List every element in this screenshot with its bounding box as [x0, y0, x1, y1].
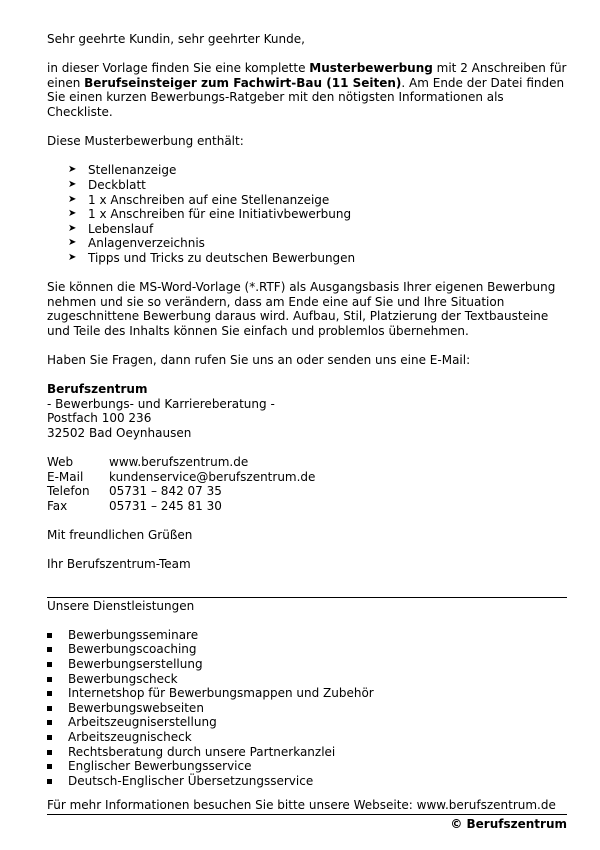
- company-tagline: - Bewerbungs- und Karriereberatung -: [47, 396, 275, 411]
- contents-list: [47, 163, 567, 265]
- list-item: [47, 222, 567, 237]
- square-bullet-icon: [47, 647, 52, 652]
- list-item-text: Bewerbungscoaching: [68, 642, 197, 657]
- list-item-text: Bewerbungsseminare: [68, 627, 199, 642]
- contact-row-web: [47, 455, 567, 470]
- contact-row-phone: [47, 484, 567, 499]
- list-item: [47, 745, 567, 760]
- list-item: [47, 672, 567, 687]
- copyright: © Berufszentrum: [450, 816, 567, 831]
- intro-text-3: . Am Ende der Datei finden Sie einen kurzen Bewerbungs-Ratgeber mit den nötigsten Informationen als Checkliste.: [47, 75, 565, 119]
- services-heading: Unsere Dienstleistungen: [47, 598, 195, 613]
- document-page: [47, 32, 567, 831]
- intro-paragraph: [47, 61, 567, 119]
- arrowhead-bullet-icon: ➤: [68, 178, 77, 190]
- list-item: [47, 193, 567, 208]
- web-link[interactable]: www.berufszentrum.de: [109, 455, 249, 470]
- signature: Ihr Berufszentrum-Team: [47, 557, 191, 572]
- intro-text-2: mit 2 Anschreiben für einen: [47, 61, 567, 90]
- arrowhead-bullet-icon: ➤: [68, 208, 77, 220]
- square-bullet-icon: [47, 720, 52, 725]
- contact-label: Telefon: [47, 484, 90, 499]
- square-bullet-icon: [47, 706, 52, 711]
- list-item: [47, 178, 567, 193]
- list-item: [47, 251, 567, 266]
- list-item: [47, 686, 567, 701]
- arrowhead-bullet-icon: ➤: [68, 251, 77, 263]
- square-bullet-icon: [47, 750, 52, 755]
- city: 32502 Bad Oeynhausen: [47, 426, 192, 441]
- square-bullet-icon: [47, 735, 52, 740]
- company-name-text: Berufszentrum: [47, 382, 148, 397]
- footer-info[interactable]: Für mehr Informationen besuchen Sie bitte unsere Webseite: www.berufszentrum.de: [47, 798, 567, 815]
- phone-value: 05731 – 842 07 35: [109, 484, 222, 499]
- list-item-text: Arbeitszeugniserstellung: [68, 715, 217, 730]
- fax-value: 05731 – 245 81 30: [109, 499, 222, 513]
- company-name: [47, 382, 567, 397]
- list-item-text: Lebenslauf: [88, 221, 154, 236]
- arrowhead-bullet-icon: ➤: [68, 164, 77, 176]
- email-link[interactable]: kundenservice@berufszentrum.de: [109, 469, 316, 484]
- square-bullet-icon: [47, 779, 52, 784]
- list-item: [47, 774, 567, 789]
- list-item: [47, 701, 567, 716]
- list-item: [47, 207, 567, 222]
- intro-bold-1: Musterbewerbung: [309, 61, 433, 76]
- list-item: [47, 759, 567, 774]
- greeting: Sehr geehrte Kundin, sehr geehrter Kunde,: [47, 32, 305, 46]
- questions-line: Haben Sie Fragen, dann rufen Sie uns an oder senden uns eine E-Mail:: [47, 353, 471, 368]
- list-item-text: Tipps und Tricks zu deutschen Bewerbungen: [88, 250, 356, 265]
- intro-text-1: in dieser Vorlage finden Sie eine komplette: [47, 61, 310, 76]
- list-item-text: Rechtsberatung durch unsere Partnerkanzlei: [68, 744, 336, 759]
- contact-label: E-Mail: [47, 469, 84, 484]
- arrowhead-bullet-icon: ➤: [68, 222, 77, 234]
- postbox: Postfach 100 236: [47, 411, 152, 426]
- arrowhead-bullet-icon: ➤: [68, 237, 77, 249]
- square-bullet-icon: [47, 691, 52, 696]
- list-item-text: Anlagenverzeichnis: [88, 236, 205, 251]
- list-item-text: Bewerbungswebseiten: [68, 700, 204, 715]
- services-list: [47, 628, 567, 789]
- contact-row-email: [47, 470, 567, 485]
- list-item-text: Stellenanzeige: [88, 163, 177, 178]
- list-item: [47, 657, 567, 672]
- contact-label: Fax: [47, 499, 68, 513]
- arrowhead-bullet-icon: ➤: [68, 193, 77, 205]
- list-item: [47, 715, 567, 730]
- list-item: [47, 163, 567, 178]
- list-item: [47, 642, 567, 657]
- contents-heading: Diese Musterbewerbung enthält:: [47, 134, 244, 149]
- list-item-text: Englischer Bewerbungsservice: [68, 759, 252, 774]
- list-item-text: Deutsch-Englischer Übersetzungsservice: [68, 773, 314, 788]
- list-item-text: 1 x Anschreiben auf eine Stellenanzeige: [88, 192, 330, 207]
- list-item-text: Bewerbungserstellung: [68, 656, 203, 671]
- closing: Mit freundlichen Grüßen: [47, 528, 193, 543]
- usage-paragraph: Sie können die MS-Word-Vorlage (*.RTF) als Ausgangsbasis Ihrer eigenen Bewerbung nehmen und sie so verändern, dass am Ende eine auf Sie und Ihre Situation zugeschnittene Bewerbung daraus wird. Aufbau, Stil, Platzierung der Textbausteine und Teile des Inhalts können Sie einfach und problemlos übernehmen.: [47, 280, 556, 338]
- contact-label: Web: [47, 455, 74, 470]
- divider: [47, 597, 567, 598]
- list-item-text: Internetshop für Bewerbungsmappen und Zubehör: [68, 686, 374, 701]
- intro-bold-2: Berufseinsteiger zum Fachwirt-Bau (11 Seiten): [84, 75, 402, 90]
- square-bullet-icon: [47, 633, 52, 638]
- contact-row-fax: [47, 499, 567, 514]
- list-item-text: Bewerbungscheck: [68, 671, 178, 686]
- list-item-text: Deckblatt: [88, 177, 146, 192]
- square-bullet-icon: [47, 764, 52, 769]
- list-item: [47, 730, 567, 745]
- list-item-text: 1 x Anschreiben für eine Initiativbewerbung: [88, 207, 352, 222]
- list-item: [47, 236, 567, 251]
- square-bullet-icon: [47, 662, 52, 667]
- list-item: [47, 628, 567, 643]
- square-bullet-icon: [47, 677, 52, 682]
- list-item-text: Arbeitszeugnischeck: [68, 729, 192, 744]
